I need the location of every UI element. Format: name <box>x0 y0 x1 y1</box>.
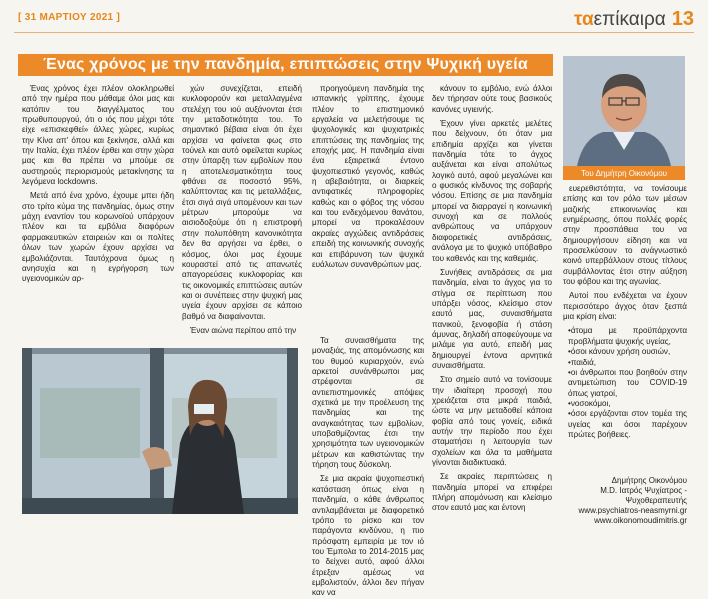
article-photo <box>22 348 298 514</box>
article-column-3-lower <box>312 336 424 598</box>
brand-name: επίκαιρα <box>593 9 666 30</box>
list-item: •οι άνθρωποι που βοηθούν στην αντιμετώπιση του COVID-19 όπως γιατροί, <box>568 367 687 398</box>
paragraph: προηγούμενη πανδημία της ισπανικής γρίππης, έχουμε πλέον το επιστημονικό εργαλεία να μελετήσουμε τις ψυχολογικές και ψυχιατρικές επιπτώσεις της πανδημίας της εποχής μας. Η πανδημία είναι ένα εξαιρετικά έντονο ψυχοπιεστικό γεγονός, καθώς η αβεβαιότητα, οι διαρκείς αντιφατικές πληροφορίες καθώς και ο φόβος της νόσου και του ενδεχόμενου θανάτου, μπορεί να προκαλέσουν ακραίες αγχώδεις αντιδράσεις επειδή της κοινωνικής συνοχής και επιβάρυνση των ψυχικά ευάλωτων συνανθρώπων μας. <box>312 84 424 269</box>
paragraph: Μετά από ένα χρόνο, έχουμε μπει ήδη στο τρίτο κύμα της πανδημίας, όμως στην μάχη εναντίον του κορωνοϊού υπάρχουν πλέον και τα εμβόλια διαφόρων φαρμακευτικών εταιρειών και οι πολίτες όλων των χωρών έχουν αρχίσει να εμβολιάζονται. Ταυτόχρονα όμως η ανησυχία και η εγρήγορση των υγειονομικών αρ- <box>22 191 174 284</box>
paragraph: Αυτοί που ενδέχεται να έχουν περισσότερο άγχος όταν ξεσπά μια κρίση είναι: <box>563 291 687 322</box>
article-column-3 <box>312 84 424 334</box>
author-title: M.D. Ιατρός Ψυχίατρος - Ψυχοθεραπευτής <box>600 486 687 505</box>
article-column-4 <box>432 84 552 524</box>
paragraph: Στο σημείο αυτό να τονίσουμε την ιδιαίτερη προσοχή που χρειάζεται στα μικρά παιδιά, ώστε να μην μεταδοθεί κάποια φοβία από τους γονείς, ειδικά αυτήν την περίοδο που έχει σταματήσει η λειτουργία των σχολείων και όλα τα μαθήματα γίνονται διαδικτυακά. <box>432 375 552 468</box>
author-portrait <box>563 56 685 166</box>
article-column-5 <box>563 184 687 440</box>
article-headline: Ένας χρόνος με την πανδημία, επιπτώσεις στην Ψυχική υγεία <box>18 54 553 76</box>
article-column-1 <box>22 84 174 284</box>
paragraph: Έχουν γίνει αρκετές μελέτες που δείχνουν, ότι όταν μια επιδημία αρχίζει και γίνεται πανδημία τότε το άγχος αυξάνεται και είναι απολύτως λογικό αυτό, αφού μεγαλώνει και ο φυσικός κίνδυνος της σοβαρής νόσου. Επίσης σε μια πανδημία μπορεί να διαρραγεί η κοινωνική συνοχή και σε πολλούς ανθρώπους να υπάρχουν διαφορετικές αντιδράσεις, ανάλογα με το ψυχικό υπόβαθρο του καθενός και της καθεμιάς. <box>432 119 552 263</box>
author-name: Δημήτρης Οικονόμου <box>611 476 687 485</box>
brand-prefix: τα <box>574 9 594 30</box>
author-photo-icon <box>563 56 685 166</box>
portrait-caption: Του Δημήτρη Οικονόμου <box>563 166 685 180</box>
paragraph: Σε μια ακραία ψυχοπιεστική κατάσταση όπως είναι η πανδημία, ο κάθε άνθρωπος αντιλαμβάνεται με διαφορετικό τρόπο το ρίσκο και τον παράγοντα κινδύνου, η πιο πρόσφατη εμπειρία με τον ιό του Έμπολα το 2014-2015 μας το δείχνει αυτό, αφού άλλοι έτρεξαν αμέσως να εμβολιστούν, άλλοι δεν πήγαν καν να <box>312 474 424 598</box>
author-website-2[interactable]: www.oikonomoudimitris.gr <box>594 516 687 525</box>
paragraph: Συνήθεις αντιδράσεις σε μια πανδημία, είναι το άγχος για το στίγμα σε περίπτωση που υπάρξει νόσος, κλείσιμο στον εαυτό μας, συναισθήματα πανικού, ξενοφοβία ή στάση άμυνας, δηλαδή αποφεύγουμε να μιλάμε για αυτό, επειδή μας δημιουργεί έντονα αρνητικά συναισθήματα. <box>432 267 552 370</box>
issue-date: [ 31 ΜΑΡΤΙΟΥ 2021 ] <box>18 12 121 23</box>
paragraph: ευερεθιστότητα, να τονίσουμε επίσης και τον ρόλο των μέσων μαζικής επικοινωνίας και ενημέρωσης, όπου πολλές φορές στην προσπάθεια του να δημιουργήσουν είδηση και να προσελκύσουν το ανάγνωστικό κοινό υπερβάλλουν στους τίτλους συμβάλλοντας έτσι στην αύξηση του φόβου και της αγωνίας. <box>563 184 687 287</box>
paragraph: Έναν αιώνα περίπου από την <box>190 325 297 335</box>
risk-group-list <box>563 326 687 440</box>
paragraph: κάνουν το εμβόλιο, ενώ άλλοι δεν τήρησαν ούτε τους βασικούς κανόνες υγιεινής. <box>432 84 552 114</box>
header-divider <box>14 32 694 33</box>
paragraph: Τα συναισθήματα της μοναξιάς, της απομόνωσης και του θυμού κυριαρχούν, ενώ αρκετοί συνάνθρωποι μας στρέφονται σε αντιεπιστημονικές απόψεις σχετικά με την προέλευση της πανδημίας και της αναγκαιότητας των εμβολίων, υποβαθμίζοντας έτσι την χρησιμότητα των υγειονομικών μέτρων και καθιστώντας την τήρηση τους δύσκολη. <box>312 336 424 470</box>
list-item: •νοσοκόμοι, <box>568 398 611 408</box>
list-item: •όσοι κάνουν χρήση ουσιών, <box>568 347 671 357</box>
article-column-2 <box>182 84 302 334</box>
paragraph: χών συνεχίζεται, επειδή κυκλοφορούν και μεταλλαγμένα στελέχη του ιού αυξάνονται έτσι την μεταδοτικότητα του. Το σημαντικό βέβαια είναι ότι έχει αρχίσει να φαίνεται φως στο τούνελ και αυτό οφείλεται κυρίως στην ύπαρξη των εμβολίων που η αποτελεσματικότητα τους φθάνει σε ποσοστό 95%, καλύπτοντας και τις μεταλλάξεις, έτσι σιγά σιγά υπομένουν και των μέτρων μπορούμε να αισιοδοξούμε ότι η επιστροφή στην πολυπόθητη κανονικότητα δεν θα αργήσει να έρθει, ο κόσμος, όλοι μας έχουμε κουραστεί από τις απανωτές απαγορεύσεις κυκλοφορίας και τις οικονομικές επιπτώσεις αυτών και οι συνέπειες στην ψυχική μας υγεία έχουν αρχίσει σε κάποιο βαθμό να διαφαίνονται. <box>182 84 302 321</box>
woman-window-illustration <box>22 348 298 514</box>
list-item: •άτομα με προϋπάρχοντα προβλήματα ψυχικής υγείας, <box>568 326 687 346</box>
list-item: •παιδιά, <box>568 357 597 367</box>
brand <box>574 8 694 31</box>
page-number: 13 <box>671 8 694 30</box>
brand-logo <box>574 9 666 31</box>
paragraph: Σε ακραίες περιπτώσεις η πανδημία μπορεί να επιφέρει πλήρη απομόνωση και κλείσιμο στον εαυτό μας και έντονη <box>432 472 552 513</box>
paragraph: Ένας χρόνος έχει πλέον ολοκληρωθεί από την ημέρα που μάθαμε όλοι μας και κατόπιν του διαγγέλματος του πρωθυπουργού, ότι ο ιός που μέχρι τότε είχε «επισκεφθεί» άλλες χώρες, κυρίως την Κίνα απ' όπου και ξεκίνησε, αλλά και την Ιταλία, έχει πλέον έρθει και στην χώρα μας και θα πρέπει να μπούμε σε αυστηρούς περιορισμούς μετακίνησης τα λεγόμενα lockdowns. <box>22 84 174 187</box>
list-item: •όσοι εργάζονται στον τομέα της υγείας και όσοι παρέχουν πρώτες βοήθειες. <box>568 409 687 439</box>
author-website-1[interactable]: www.psychiatros-neasmyrni.gr <box>578 506 687 515</box>
author-signature <box>563 476 687 526</box>
